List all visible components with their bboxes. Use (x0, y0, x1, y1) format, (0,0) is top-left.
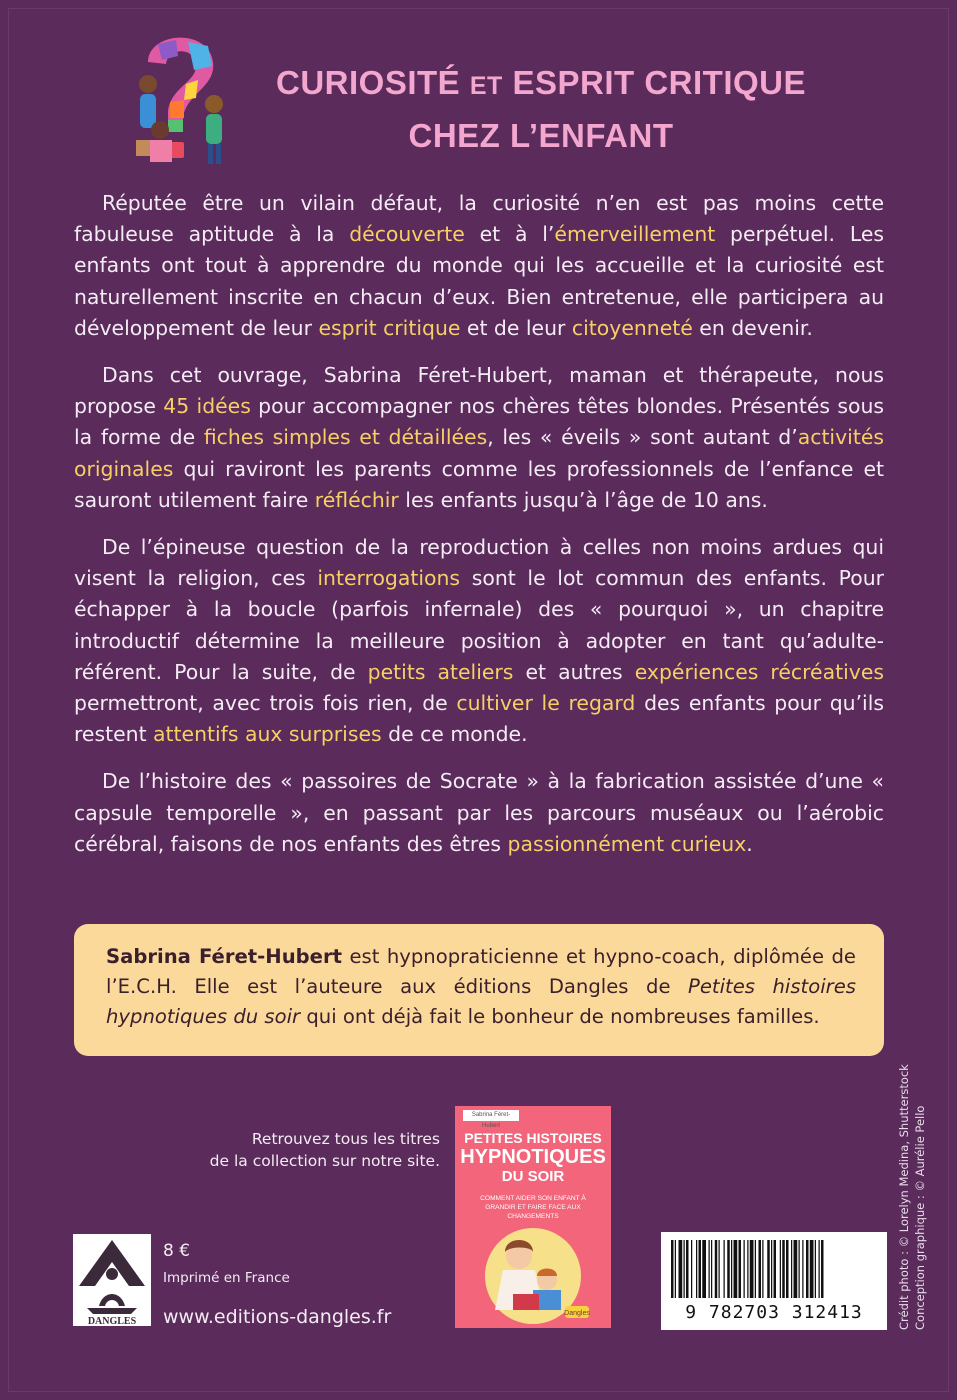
printed-in: Imprimé en France (163, 1270, 290, 1286)
dangles-logo (73, 1234, 151, 1326)
highlighted-phrase: esprit critique (318, 315, 461, 340)
barcode-bar (747, 1240, 748, 1298)
barcode-bar (794, 1240, 798, 1298)
design-credit: Conception graphique : © Aurélie Pello (913, 1105, 927, 1330)
related-book-author: Sabrina Féret-Hubert (463, 1110, 519, 1121)
text-run: qui raviront les parents comme les professionnels de l’enfance et sauront utilement faire (74, 456, 884, 512)
related-book-title-2: HYPNOTIQUES (460, 1146, 606, 1168)
barcode-bar (750, 1240, 754, 1298)
author-bio-text-2: qui ont déjà fait le bonheur de nombreuses familles. (300, 1005, 820, 1028)
barcode-bar (724, 1240, 725, 1298)
author-bio-text-1: est hypnopraticienne et hypno-coach, diplômée de l’E.C.H. Elle est l’auteure aux éditions Dangles de (106, 945, 856, 998)
isbn-barcode (661, 1232, 887, 1330)
barcode-bar (774, 1240, 777, 1298)
photo-credit: Crédit photo : © Lorelyn Medina, Shutterstock (897, 1064, 911, 1330)
book-title (232, 58, 850, 161)
text-run: . (746, 831, 753, 856)
blurb-paragraph (74, 766, 884, 860)
text-run: Réputée être un vilain défaut, la curiosité n’en est pas moins cette fabuleuse aptitude à la (74, 191, 884, 247)
barcode-bar (715, 1240, 718, 1298)
barcode-bar (686, 1240, 689, 1298)
highlighted-phrase: attentifs aux surprises (153, 722, 382, 747)
title-line-2: CHEZ L’ENFANT (408, 117, 674, 154)
barcode-bar (810, 1240, 814, 1298)
text-run: et à l’ (464, 222, 555, 247)
barcode-bar (821, 1240, 824, 1298)
barcode-bars (669, 1240, 879, 1300)
highlighted-phrase: réfléchir (314, 487, 399, 512)
highlighted-phrase: activités originales (74, 425, 884, 481)
barcode-bar (671, 1240, 674, 1298)
puzzle-question-mark-logo (128, 22, 228, 172)
barcode-bar (802, 1240, 803, 1298)
related-book-illustration (473, 1218, 593, 1324)
text-run: les enfants jusqu’à l’âge de 10 ans. (398, 487, 768, 512)
barcode-bar (744, 1240, 745, 1298)
barcode-bar (762, 1240, 763, 1298)
title-word-et: ET (469, 72, 503, 100)
credits (896, 1040, 944, 1330)
highlighted-phrase: fiches simples et détaillées (203, 425, 488, 450)
text-run: sont le lot commun des enfants. Pour échapper à la boucle (parfois infernale) des « pourquoi », un chapitre introductif détermine la meilleure position à adopter en tant qu’adulte-référent. Pour la suite, de (74, 566, 885, 684)
text-run: , les « éveils » sont autant d’ (487, 425, 798, 450)
barcode-bar (759, 1240, 762, 1298)
text-run: pour accompagner nos chères têtes blondes. Présentés sous la forme de (74, 394, 885, 450)
barcode-bar (782, 1240, 785, 1298)
highlighted-phrase: émerveillement (554, 222, 716, 247)
text-run: des enfants pour qu’ils restent (74, 691, 884, 747)
publisher-website[interactable]: www.editions-dangles.fr (163, 1306, 392, 1328)
author-bio-box (74, 924, 884, 1056)
blurb (74, 188, 884, 876)
highlighted-phrase: petits ateliers (367, 659, 514, 684)
barcode-bar (719, 1240, 720, 1298)
barcode-bar (799, 1240, 800, 1298)
barcode-bar (709, 1240, 710, 1298)
barcode-bar (771, 1240, 772, 1298)
collection-note-line-1: Retrouvez tous les titres (251, 1130, 440, 1148)
barcode-bar (684, 1240, 685, 1298)
barcode-bar (696, 1240, 697, 1298)
highlighted-phrase: interrogations (317, 566, 461, 591)
barcode-bar (731, 1240, 732, 1298)
credits-rotated (896, 1040, 928, 1330)
title-word-curiosite: CURIOSITÉ (275, 64, 461, 101)
text-run: en devenir. (692, 315, 813, 340)
barcode-bar (727, 1240, 730, 1298)
barcode-bar (675, 1240, 676, 1298)
text-run: de ce monde. (381, 722, 528, 747)
barcode-bar (711, 1240, 712, 1298)
related-book-title-3: DU SOIR (501, 1168, 565, 1185)
related-book-subtitle: COMMENT AIDER SON ENFANT À GRANDIR ET FAIRE FACE AUX CHANGEMENTS (480, 1195, 586, 1220)
highlighted-phrase: citoyenneté (571, 315, 693, 340)
barcode-bar (806, 1240, 809, 1298)
barcode-bar (734, 1240, 738, 1298)
barcode-bar (739, 1240, 742, 1298)
blurb-paragraph (74, 188, 884, 344)
highlighted-phrase: cultiver le regard (456, 691, 636, 716)
text-run: permettront, avec trois fois rien, de (74, 691, 457, 716)
collection-note (200, 1128, 440, 1172)
collection-note-line-2: de la collection sur notre site. (209, 1152, 440, 1170)
dangles-logo-text: DANGLES (87, 1316, 137, 1326)
text-run: Dans cet ouvrage, Sabrina Féret-Hubert, maman et thérapeute, nous propose (74, 363, 884, 419)
text-run: perpétuel. Les enfants ont tout à apprendre du monde qui les accueille et la curiosité est naturellement inscrite en chacun d’eux. Bien entretenue, elle participera au développement de leur (74, 222, 884, 340)
barcode-bar (815, 1240, 816, 1298)
title-line-1 (232, 58, 850, 111)
barcode-bar (699, 1240, 702, 1298)
blurb-paragraph (74, 532, 884, 750)
barcode-bar (755, 1240, 756, 1298)
related-book-title-1: PETITES HISTOIRES (464, 1130, 602, 1146)
text-run: De l’histoire des « passoires de Socrate » à la fabrication assistée d’une « capsule temporelle », en passant par les parcours muséaux ou l’aérobic cérébral, faisons de nos enfants des êtres (74, 769, 884, 856)
text-run: De l’épineuse question de la reproduction à celles non moins ardues qui visent la religion, ces (74, 535, 884, 591)
barcode-bar (702, 1240, 706, 1298)
highlighted-phrase: 45 idées (163, 394, 251, 419)
barcode-bar (691, 1240, 692, 1298)
blurb-paragraph (74, 360, 884, 516)
text-run: et autres (513, 659, 635, 684)
title-word-esprit-critique: ESPRIT CRITIQUE (512, 64, 806, 101)
isbn-digits: 9 782703 312413 (685, 1302, 863, 1323)
barcode-bar (767, 1240, 770, 1298)
related-book-cover[interactable] (455, 1106, 611, 1328)
text-run: et de leur (460, 315, 572, 340)
price: 8 € (163, 1241, 191, 1261)
author-name: Sabrina Féret-Hubert (106, 945, 342, 968)
highlighted-phrase: expériences récréatives (634, 659, 884, 684)
barcode-bar (791, 1240, 792, 1298)
barcode-bar (780, 1240, 781, 1298)
related-book-publisher-badge: Dangles (564, 1310, 590, 1317)
highlighted-phrase: passionnément curieux (507, 831, 747, 856)
barcode-bar (819, 1240, 820, 1298)
author-book-title: Petites histoires hypnotiques du soir (106, 975, 856, 1028)
barcode-bar (679, 1240, 683, 1298)
barcode-bar (786, 1240, 789, 1298)
highlighted-phrase: découverte (349, 222, 465, 247)
